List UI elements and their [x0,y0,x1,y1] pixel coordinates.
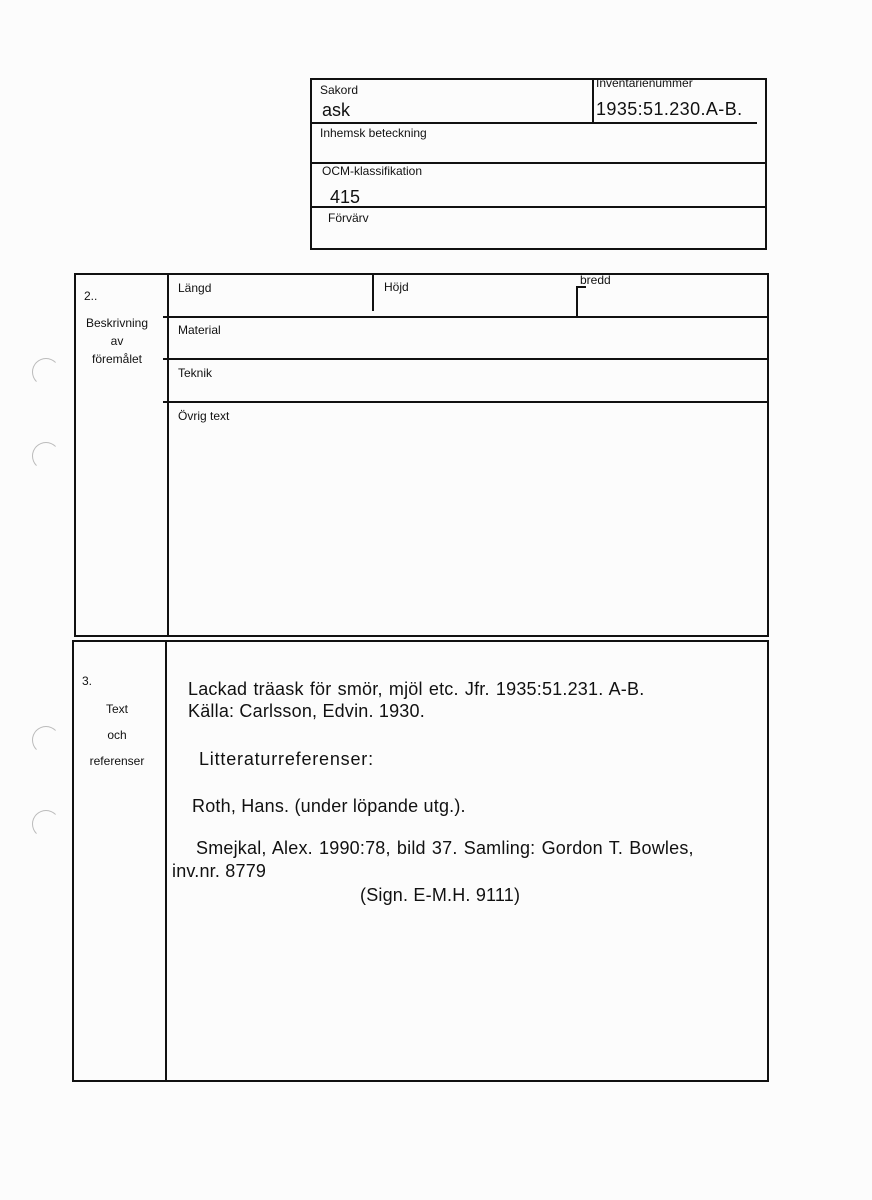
reference-description: Lackad träask för smör, mjöl etc. Jfr. 1935:51.231. A-B. [188,679,645,699]
section2-rule [163,358,767,360]
sakord-value: ask [322,100,351,120]
section1-divider [592,78,594,123]
section2-number: 2.. [84,289,98,303]
section1-rule [310,122,757,124]
reference-source: Källa: Carlsson, Edvin. 1930. [188,701,425,721]
forvarv-label: Förvärv [328,211,369,225]
inventarienummer-value: 1935:51.230.A-B. [596,99,743,119]
section3-title [72,696,162,774]
literature-reference: inv.nr. 8779 [172,861,267,881]
section2-title [72,314,162,368]
section1-rule [310,206,767,208]
ocm-klassifikation-label: OCM-klassifikation [322,164,423,178]
hojd-label: Höjd [384,280,409,294]
section2-rule [163,316,767,318]
section2-divider [576,287,578,317]
section3-number: 3. [82,674,93,688]
section2-sidebar-divider [167,273,169,637]
section2-title-line: Beskrivning [85,316,149,330]
section3-title-line: och [107,728,127,742]
ovrig-text-label: Övrig text [178,409,230,423]
inventarienummer-label: Inventarienummer [596,76,693,90]
punch-hole [32,358,60,386]
signature-line: (Sign. E-M.H. 9111) [360,885,521,905]
bredd-label: bredd [580,273,611,287]
literature-heading: Litteraturreferenser: [199,749,374,769]
punch-hole [32,726,60,754]
teknik-label: Teknik [178,366,213,380]
section2-title-line: av [110,334,124,348]
literature-reference: Roth, Hans. (under löpande utg.). [192,796,466,816]
section2-divider [372,273,374,311]
material-label: Material [178,323,221,337]
section3-title-line: referenser [89,754,145,768]
langd-label: Längd [178,281,212,295]
sakord-label: Sakord [320,83,359,97]
section2-title-line: föremålet [91,352,143,366]
section3-title-line: Text [105,702,128,716]
literature-reference: Smejkal, Alex. 1990:78, bild 37. Samling: Gordon T. Bowles, [196,838,694,858]
punch-hole [32,442,60,470]
section3-sidebar-divider [165,640,167,1082]
punch-hole [32,810,60,838]
inhemsk-beteckning-label: Inhemsk beteckning [320,126,427,140]
ocm-klassifikation-value: 415 [330,187,361,207]
section2-rule [163,401,767,403]
